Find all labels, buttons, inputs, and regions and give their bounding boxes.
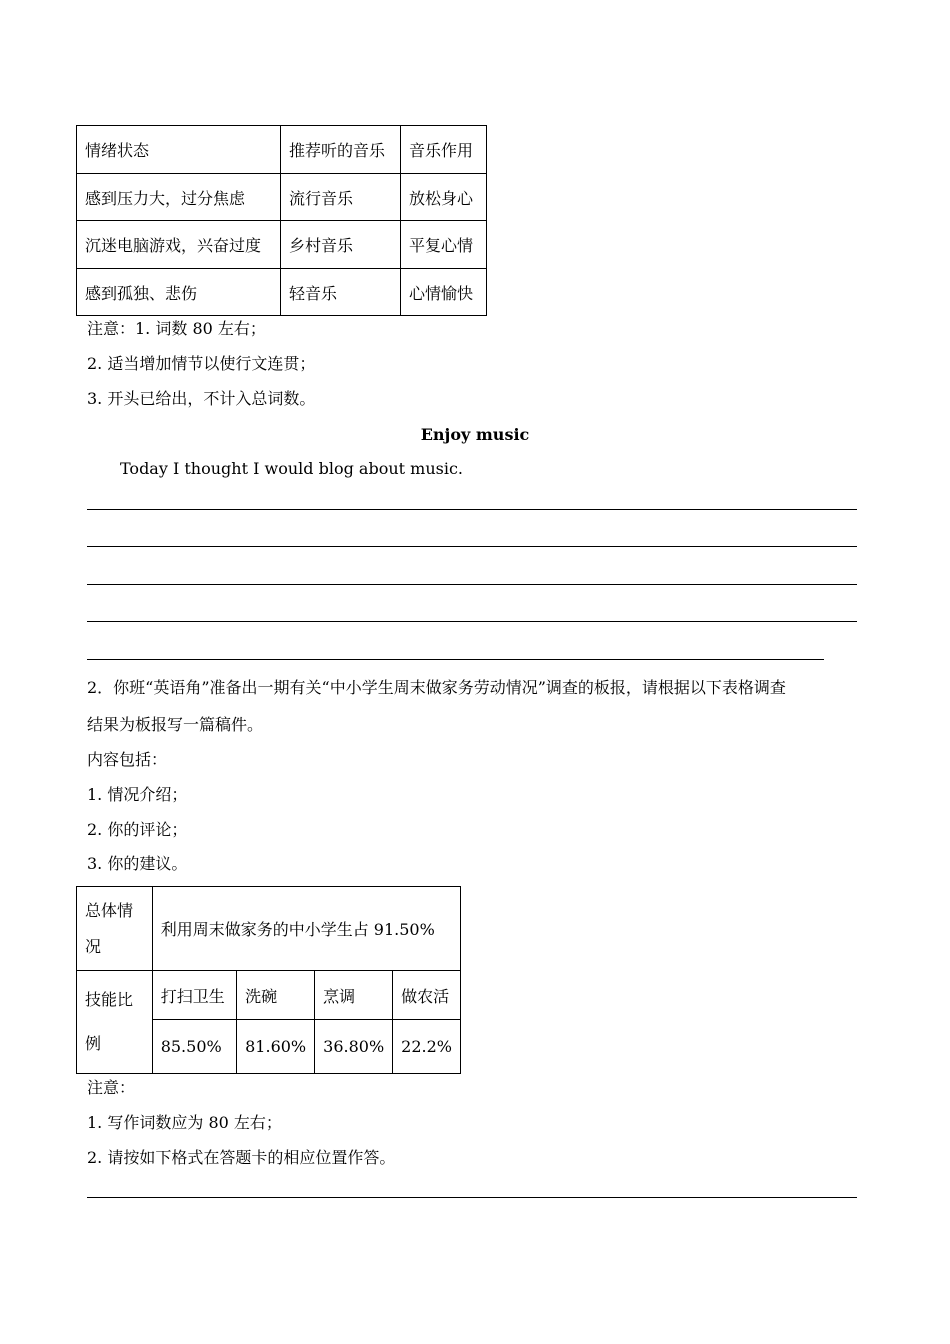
note2-heading: 注意：: [87, 1078, 136, 1097]
note2-item: 1. 写作词数应为 80 左右；: [87, 1113, 282, 1132]
overall-label-cell: [77, 887, 153, 971]
skill-cell: 做农活: [393, 971, 461, 1020]
percent-cell: 81.60%: [237, 1020, 315, 1074]
skill-cell: 洗碗: [237, 971, 315, 1020]
writing-line: [87, 509, 857, 510]
writing-line: [87, 659, 824, 660]
skill-cell: 烹调: [315, 971, 393, 1020]
table-cell: 沉迷电脑游戏，兴奋过度: [77, 221, 281, 269]
music-table: [76, 125, 487, 316]
table-cell: 放松身心: [401, 174, 487, 221]
skill-label-cell: [77, 971, 153, 1074]
table-cell: 轻音乐: [281, 269, 401, 316]
table-cell: 感到孤独、悲伤: [77, 269, 281, 316]
overall-label-cont: 况: [85, 936, 102, 956]
note2-item: 2. 请按如下格式在答题卡的相应位置作答。: [87, 1148, 396, 1167]
table-cell: 感到压力大，过分焦虑: [77, 174, 281, 221]
question2-prompt: 2．你班“英语角”准备出一期有关“中小学生周末做家务劳动情况”调查的板报，请根据以下表格调查: [87, 678, 786, 697]
writing-line: [87, 1197, 857, 1198]
percent-cell: 85.50%: [152, 1020, 236, 1074]
percent-cell: 36.80%: [315, 1020, 393, 1074]
content-item: 1. 情况介绍；: [87, 785, 188, 804]
skill-label: 技能比: [85, 990, 134, 1009]
table-header-cell: 推荐听的音乐: [281, 126, 401, 174]
question2-prompt-cont: 结果为板报写一篇稿件。: [87, 715, 264, 734]
writing-line: [87, 584, 857, 585]
note-coherence: 2. 适当增加情节以使行文连贯；: [87, 354, 316, 373]
table-header-cell: 音乐作用: [401, 126, 487, 174]
writing-line: [87, 621, 857, 622]
overall-label: 总体情: [85, 900, 134, 920]
skill-label-cont: 例: [85, 1034, 102, 1053]
table-cell: 流行音乐: [281, 174, 401, 221]
table-cell: 乡村音乐: [281, 221, 401, 269]
survey-table: [76, 886, 461, 1074]
table-header-cell: 情绪状态: [77, 126, 281, 174]
table-cell: 平复心情: [401, 221, 487, 269]
skill-cell: 打扫卫生: [152, 971, 236, 1020]
overall-value: 利用周末做家务的中小学生占 91.50%: [152, 887, 460, 971]
essay-title: Enjoy music: [420, 425, 530, 444]
content-item: 3. 你的建议。: [87, 854, 188, 873]
percent-cell: 22.2%: [393, 1020, 461, 1074]
content-heading: 内容包括：: [87, 750, 168, 769]
writing-line: [87, 546, 857, 547]
note-opening: 3. 开头已给出，不计入总词数。: [87, 389, 316, 408]
essay-opening: Today I thought I would blog about music.: [120, 459, 463, 478]
note-word-count: 注意：1. 词数 80 左右；: [87, 319, 266, 338]
table-cell: 心情愉快: [401, 269, 487, 316]
content-item: 2. 你的评论；: [87, 820, 188, 839]
